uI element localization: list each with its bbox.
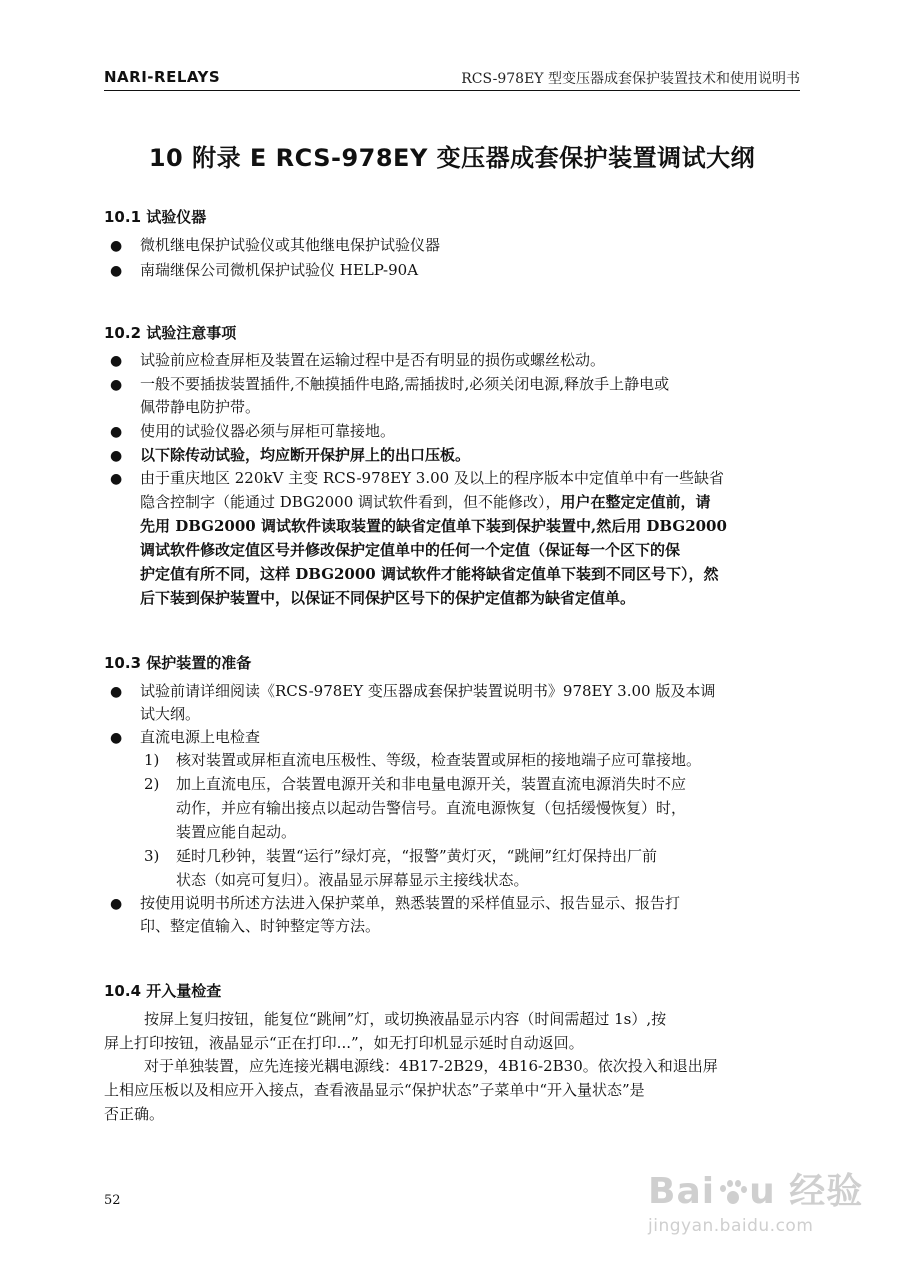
list-item-continuation: 调试软件修改定值区号并修改保护定值单中的任何一个定值（保证每一个区下的保 <box>140 541 681 559</box>
bullet-icon: ● <box>110 471 123 487</box>
watermark-url: jingyan.baidu.com <box>648 1216 814 1236</box>
step-text: 动作，并应有输出接点以起动告警信号。直流电源恢复（包括缓慢恢复）时， <box>176 799 687 817</box>
text-bold: 用户在整定定值前，请 <box>560 493 711 511</box>
bullet-icon: ● <box>110 448 123 464</box>
step-number: 3) <box>144 847 160 865</box>
list-item: 试验前请详细阅读《RCS-978EY 变压器成套保护装置说明书》978EY 3.00 版及本调 <box>140 682 716 700</box>
paragraph-line: 屏上打印按钮，液晶显示“正在打印...”，如无打印机显示延时自动返回。 <box>104 1034 584 1052</box>
section-10-1-heading: 10.1 试验仪器 <box>104 208 207 226</box>
list-item: 按使用说明书所述方法进入保护菜单，熟悉装置的采样值显示、报告显示、报告打 <box>140 894 681 912</box>
bullet-icon: ● <box>110 353 123 369</box>
list-item-continuation: 护定值有所不同，这样 DBG2000 调试软件才能将缺省定值单下装到不同区号下），然 <box>140 565 719 583</box>
baidu-jingyan-watermark <box>648 1163 863 1236</box>
step-text: 延时几秒钟，装置“运行”绿灯亮，“报警”黄灯灭，“跳闸”红灯保持出厂前 <box>176 847 658 865</box>
step-number: 1) <box>144 751 160 769</box>
section-10-3-heading: 10.3 保护装置的准备 <box>104 654 252 672</box>
paw-logo-icon <box>717 1178 747 1208</box>
list-item: 直流电源上电检查 <box>140 728 261 746</box>
paragraph-line: 否正确。 <box>104 1105 165 1123</box>
list-item-continuation: 先用 DBG2000 调试软件读取装置的缺省定值单下装到保护装置中,然后用 DBG2000 <box>140 517 727 535</box>
list-item: 一般不要插拔装置插件,不触摸插件电路,需插拔时,必须关闭电源,释放手上静电或 <box>140 375 670 393</box>
section-10-2-heading: 10.2 试验注意事项 <box>104 324 237 342</box>
header-doc-title: RCS-978EY 型变压器成套保护装置技术和使用说明书 <box>461 71 800 87</box>
bullet-icon: ● <box>110 684 123 700</box>
step-text: 状态（如亮可复归）。液晶显示屏幕显示主接线状态。 <box>176 871 529 889</box>
bullet-icon: ● <box>110 238 123 254</box>
step-number: 2) <box>144 775 160 793</box>
paragraph-line: 上相应压板以及相应开入接点，查看液晶显示“保护状态”子菜单中“开入量状态”是 <box>104 1081 645 1099</box>
step-text: 加上直流电压，合装置电源开关和非电量电源开关，装置直流电源消失时不应 <box>176 775 687 793</box>
watermark-text: u 经验 <box>749 1171 864 1212</box>
step-text: 装置应能自起动。 <box>176 823 297 841</box>
page-title: 10 附录 E RCS-978EY 变压器成套保护装置调试大纲 <box>148 144 756 172</box>
watermark-text: Bai <box>648 1171 716 1212</box>
bullet-icon: ● <box>110 730 123 746</box>
bullet-icon: ● <box>110 424 123 440</box>
header-divider <box>104 90 800 91</box>
list-item-bold: 以下除传动试验，均应断开保护屏上的出口压板。 <box>140 446 471 464</box>
list-item-continuation <box>140 495 711 510</box>
paragraph-line: 对于单独装置，应先连接光耦电源线：4B17-2B29，4B16-2B30。依次投入和退出屏 <box>144 1057 718 1075</box>
page-number: 52 <box>104 1193 121 1208</box>
text-plain: 隐含控制字（能通过 DBG2000 调试软件看到，但不能修改）， <box>140 493 561 511</box>
list-item: 微机继电保护试验仪或其他继电保护试验仪器 <box>140 236 441 254</box>
bullet-icon: ● <box>110 896 123 912</box>
list-item-continuation: 后下装到保护装置中，以保证不同保护区号下的保护定值都为缺省定值单。 <box>140 589 636 607</box>
list-item: 试验前应检查屏柜及装置在运输过程中是否有明显的损伤或螺丝松动。 <box>140 351 606 369</box>
list-item: 使用的试验仪器必须与屏柜可靠接地。 <box>140 422 396 440</box>
list-item-continuation: 印、整定值输入、时钟整定等方法。 <box>140 917 381 935</box>
section-10-4-heading: 10.4 开入量检查 <box>104 982 222 1000</box>
list-item: 南瑞继保公司微机保护试验仪 HELP-90A <box>140 261 419 279</box>
paragraph-line: 按屏上复归按钮，能复位“跳闸”灯，或切换液晶显示内容（时间需超过 1s）,按 <box>144 1010 667 1028</box>
list-item: 由于重庆地区 220kV 主变 RCS-978EY 3.00 及以上的程序版本中定值单中有一些缺省 <box>140 469 724 487</box>
list-item-continuation: 佩带静电防护带。 <box>140 398 261 416</box>
bullet-icon: ● <box>110 263 123 279</box>
header-brand: NARI-RELAYS <box>104 68 221 86</box>
list-item-continuation: 试大纲。 <box>140 705 201 723</box>
bullet-icon: ● <box>110 377 123 393</box>
step-text: 核对装置或屏柜直流电压极性、等级，检查装置或屏柜的接地端子应可靠接地。 <box>176 751 702 769</box>
